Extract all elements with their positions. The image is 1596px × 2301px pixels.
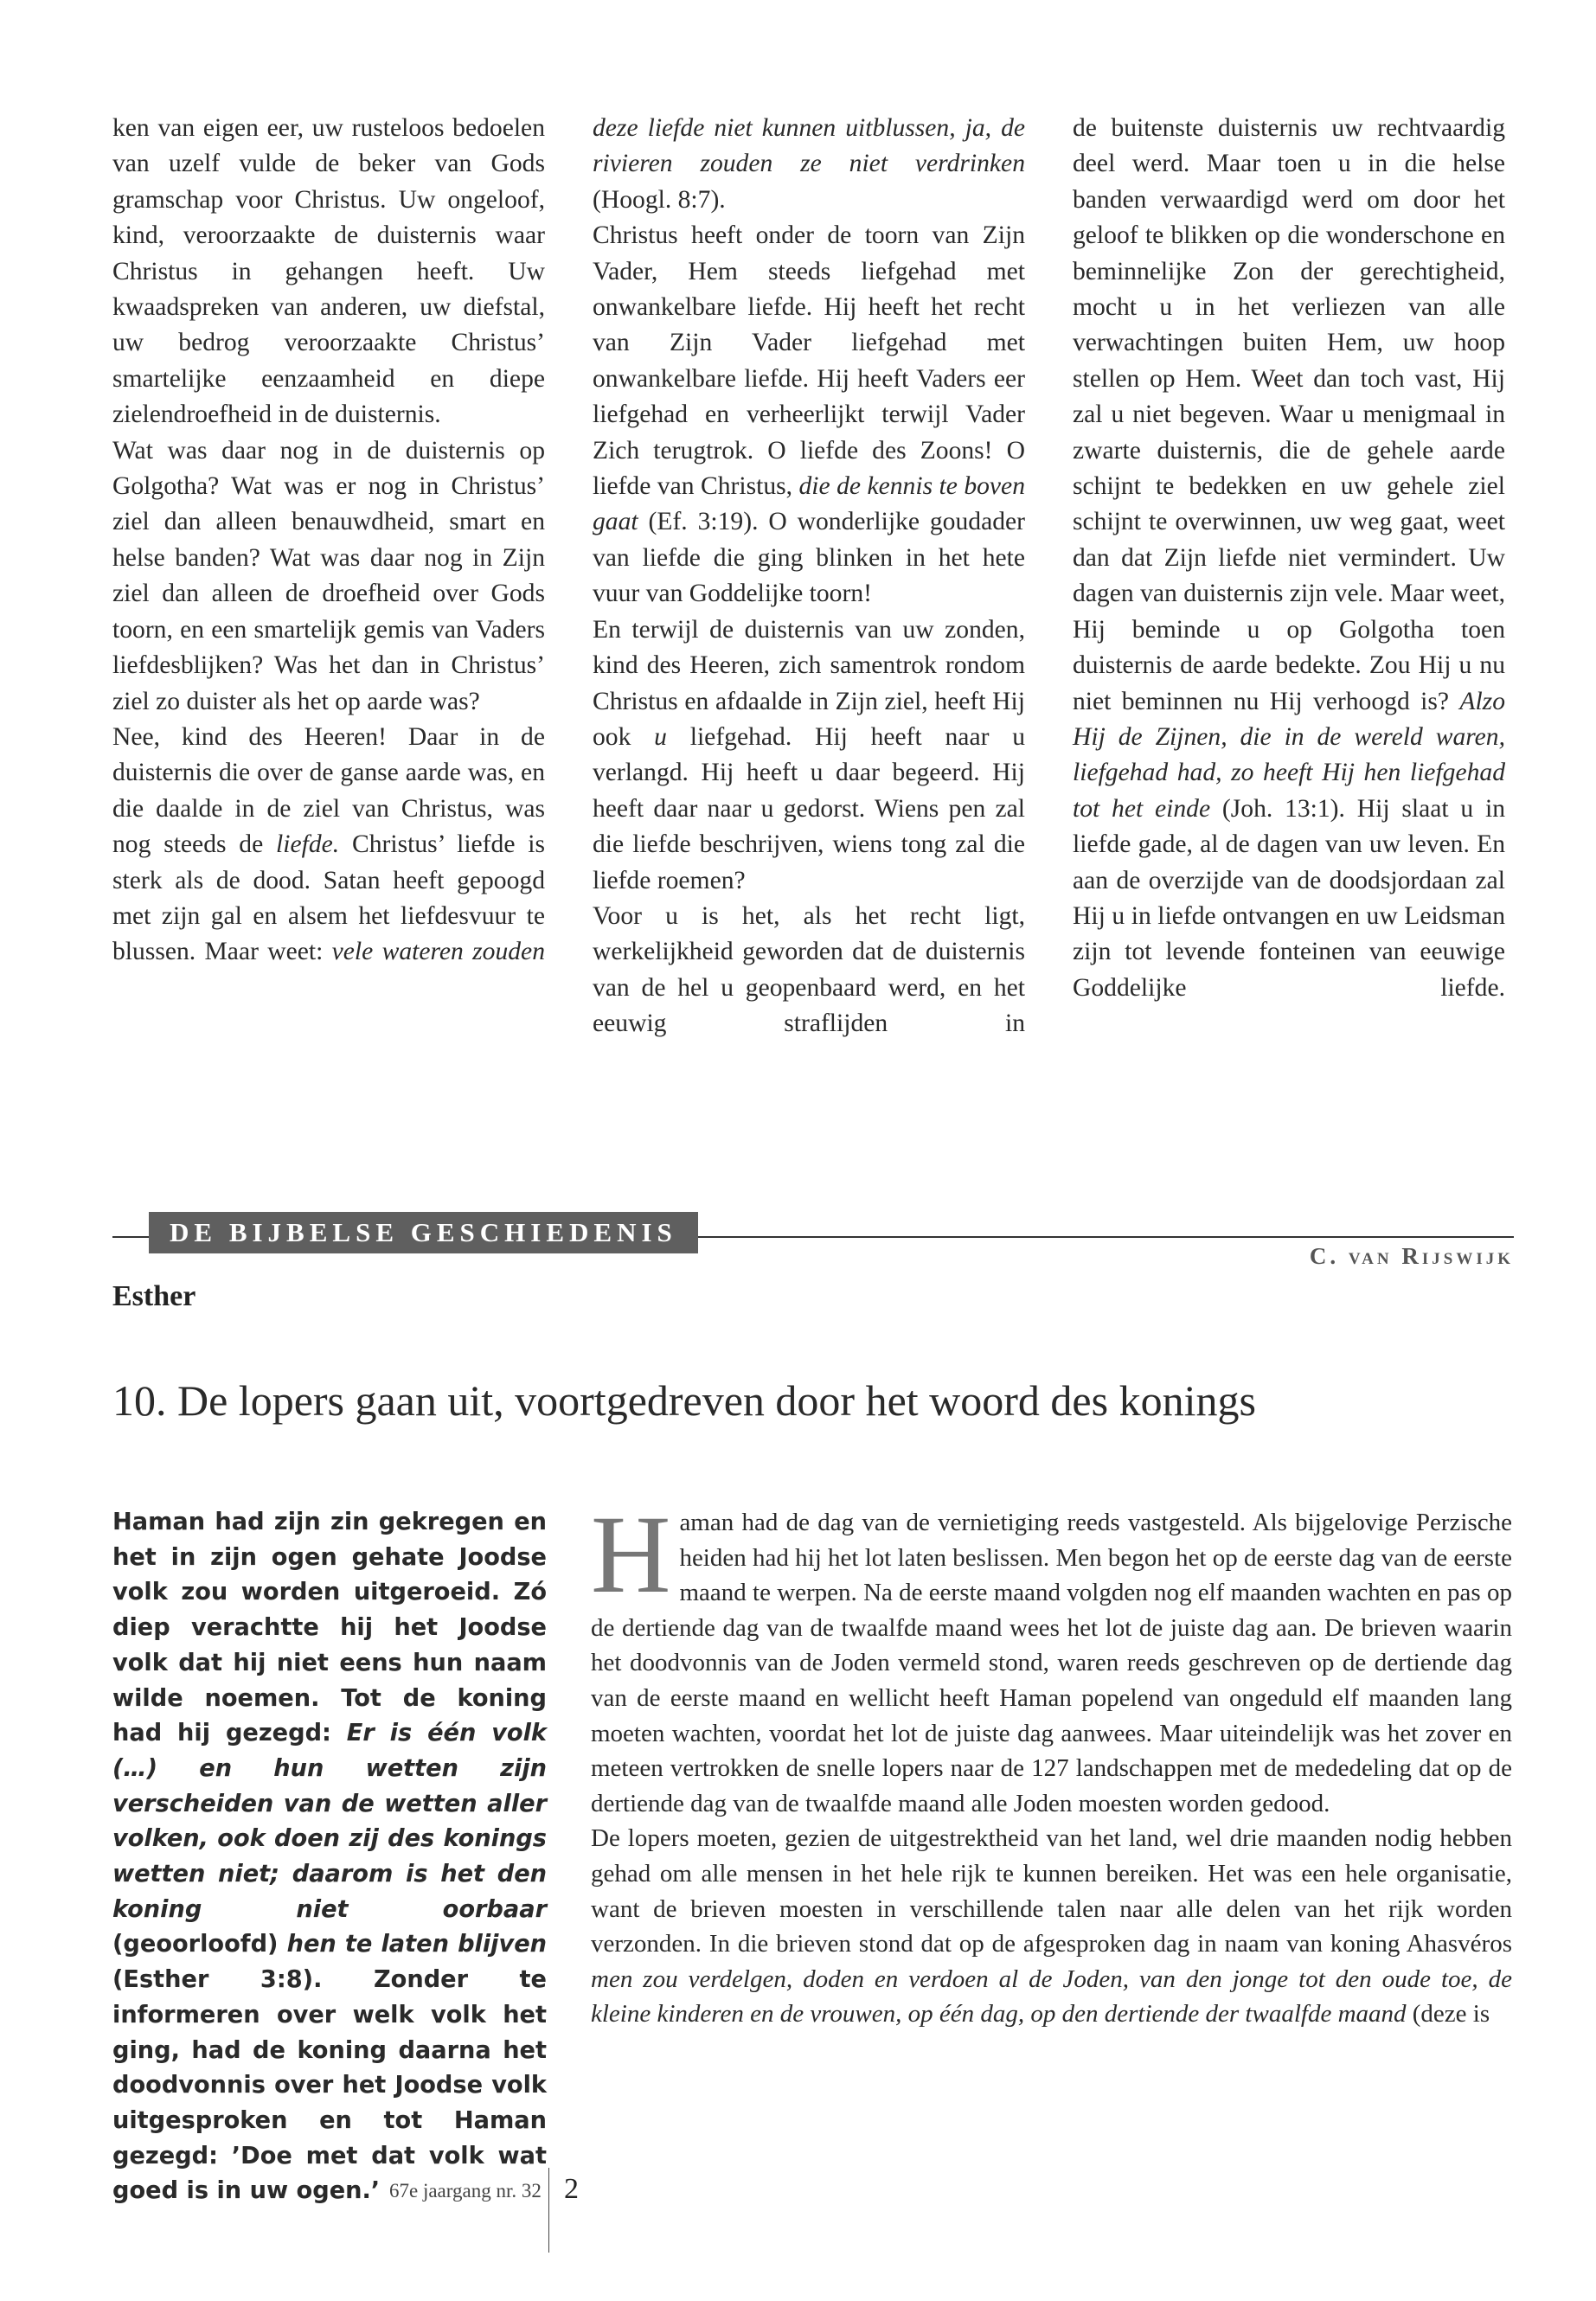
drop-cap: H xyxy=(591,1493,671,1616)
section-banner: DE BIJBELSE GESCHIEDENIS xyxy=(149,1212,698,1253)
series-title: Esther xyxy=(112,1280,196,1312)
article-body xyxy=(591,1493,1512,2032)
col3-paragraph-1: de buitenste duisternis uw rechtvaardig deel werd. Maar toen u in die helse banden verwaardigd werd om door het geloof te blikken op die wonderschone en beminnelijke Zon der gerechtigheid, mocht u in het verliezen van alle verwachtingen buiten Hem, uw hoop stellen op Hem. Weet dan toch vast, Hij zal u niet begeven. Waar u menigmaal in zwarte duisternis, die de gehele aarde schijnt te bedekken en uw gehele ziel schijnt te overwinnen, uw weg gaat, weet dan dat Zijn liefde niet vermindert. Uw dagen van duisternis zijn vele. Maar weet, Hij beminde u op Golgotha toen duisternis de aarde bedekte. Zou Hij u nu niet beminnen nu Hij verhoogd is? Alzo Hij de Zijnen, die in de wereld waren, liefgehad had, zo heeft Hij hen liefgehad tot het einde (Joh. 13:1). Hij slaat u in liefde gade, al de dagen van uw leven. En aan de overzijde van de doodsjordaan zal Hij u in liefde ontvangen en uw Leidsman zijn tot levende fonteinen van eeuwige Goddelijke liefde. xyxy=(1073,114,1506,1002)
body-paragraph-2: De lopers moeten, gezien de uitgestrektheid van het land, wel drie maanden nodig hebben gehad om alle mensen in het hele rijk te kunnen bereiken. Het was een hele organisatie, want de brieven moesten in verschillende talen naar alle delen van het rijk worden verzonden. In die brieven stond dat op de afgesproken dag in naam van koning Ahasvéros men zou verdelgen, doden en verdoen al de Joden, van den jonge tot den oude toe, de kleine kinderen en de vrouwen, op één dag, op den dertiende der twaalfde maand (deze is xyxy=(591,1824,1512,2029)
page-number: 2 xyxy=(564,2173,579,2205)
footer-volume: 67e jaargang nr. 32 xyxy=(389,2180,542,2202)
col2-paragraph-4: Voor u is het, als het recht ligt, werkelijkheid geworden dat de duisternis van de hel u geopenbaard werd, en het eeuwig straflijden in xyxy=(593,901,1025,1038)
col1-paragraph-3: Nee, kind des Heeren! Daar in de duisternis die over de ganse aarde was, en die daalde in de ziel van Christus, was nog steeds de liefde. Christus’ liefde is sterk als de dood. Satan heeft gepoogd met zijn gal en alsem het liefdesvuur te blussen. Maar weet: vele wateren zouden xyxy=(112,722,546,966)
col1-paragraph-1: ken van eigen eer, uw rusteloos bedoelen van uzelf vulde de beker van Gods gramschap voor Christus. Uw ongeloof, kind, veroorzaakte de duisternis waar Christus in gehangen heeft. Uw kwaadspreken van anderen, uw diefstal, uw bedrog veroorzaakte Christus’ smartelijke eenzaamheid en diepe zielendroefheid in de duisternis. xyxy=(112,114,545,429)
author-name: C. van Rijswijk xyxy=(1309,1243,1514,1269)
column-3 xyxy=(1073,111,1505,1006)
article-title: 10. De lopers gaan uit, voortgedreven door het woord des konings xyxy=(112,1376,1256,1425)
lead-paragraph: Haman had zijn zin gekregen en het in zijn ogen gehate Joodse volk zou worden uitgeroeid. Zó diep verachtte hij het Joodse volk dat hij niet eens hun naam wilde noemen. Tot de koning had hij gezegd: Er is één volk (…) en hun wetten zijn verscheiden van de wetten aller volken, ook doen zij des konings wetten niet; daarom is het den koning niet oorbaar (geoorloofd) hen te laten blijven (Esther 3:8). Zonder te informeren over welk volk het ging, had de koning daarna het doodvonnis over het Joodse volk uitgesproken en tot Haman gezegd: ’Doe met dat volk wat goed is in uw ogen.’ xyxy=(112,1509,548,2205)
top-columns xyxy=(112,111,1514,1114)
footer-divider xyxy=(548,2168,549,2253)
body-paragraph-1: Haman had de dag van de vernietiging reeds vastgesteld. Als bijgelovige Perzische heiden had hij het lot laten beslissen. Men begon het op de eerste dag van de eerste maand te werpen. Na de eerste maand volgden nog elf maanden wachten en pas op de dertiende dag van de twaalfde maand wees het lot de juiste dag aan. De brieven waarin het doodvonnis van de Joden vermeld stond, waren reeds geschreven op de dertiende dag van de eerste maand en wellicht heeft Haman popelend van ongeduld elf maanden lang moeten wachten, voordat het lot de juiste dag aanwees. Maar uiteindelijk was het zover en meteen vertrokken de snelle lopers naar de 127 landschappen met de mededeling dat op de dertiende dag van de twaalfde maand alle Joden moesten worden gedood. xyxy=(591,1493,1512,1817)
col2-paragraph-3: En terwijl de duisternis van uw zonden, kind des Heeren, zich samentrok rondom Christus en afdaalde in Zijn ziel, heeft Hij ook u liefgehad. Hij heeft naar u verlangd. Hij heeft u daar begeerd. Hij heeft daar naar u gedorst. Wiens pen zal die liefde beschrijven, wiens tong zal die liefde roemen? xyxy=(593,615,1025,894)
col2-paragraph-1: deze liefde niet kunnen uitblussen, ja, de rivieren zouden ze niet verdrinken (Hoogl. 8:7). xyxy=(593,114,1025,214)
column-2 xyxy=(593,111,1025,1042)
col2-paragraph-2: Christus heeft onder de toorn van Zijn Vader, Hem steeds liefgehad met onwankelbare liefde. Hij heeft het recht van Zijn Vader liefgehad met onwankelbare liefde. Hij heeft Vaders eer liefgehad en verheerlijkt terwijl Vader Zich terugtrok. O liefde des Zoons! O liefde van Christus, die de kennis te boven gaat (Ef. 3:19). O wonderlijke goudader van liefde die ging blinken in het hete vuur van Goddelijke toorn! xyxy=(593,221,1025,608)
col1-paragraph-2: Wat was daar nog in de duisternis op Golgotha? Wat was er nog in Christus’ ziel dan alleen benauwdheid, smart en helse banden? Wat was daar nog in Zijn ziel dan alleen de droefheid over Gods toorn, en een smartelijk gemis van Vaders liefdesblijken? Was het dan in Christus’ ziel zo duister als het op aarde was? xyxy=(112,436,545,715)
column-1 xyxy=(112,111,545,971)
